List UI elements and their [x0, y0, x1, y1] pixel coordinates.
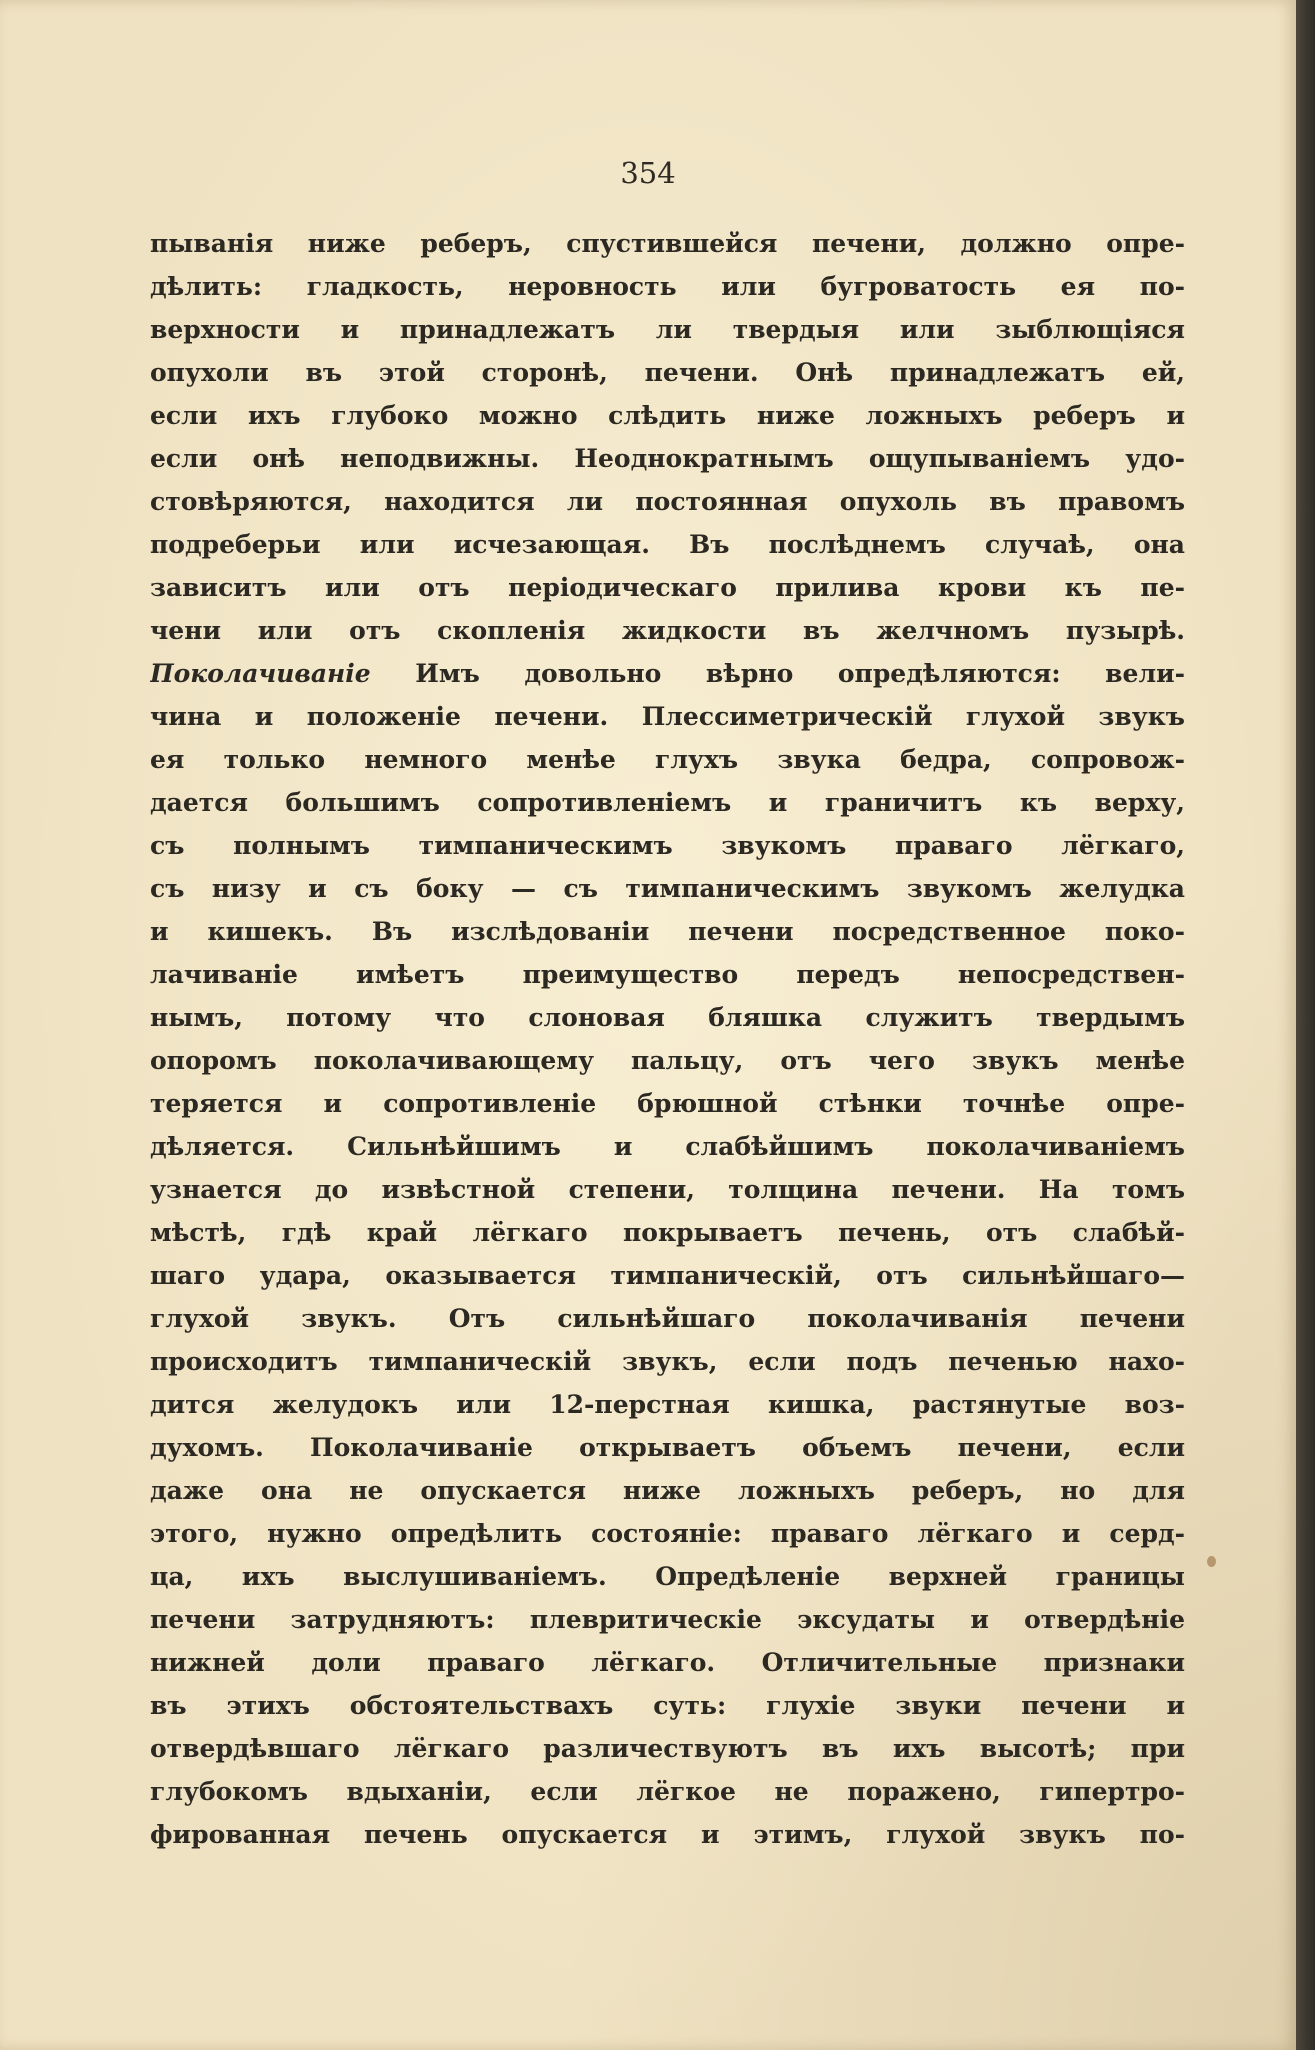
- text-line: и кишекъ. Въ изслѣдованіи печени посредственное поко-: [150, 917, 1185, 946]
- text-line: опухоли въ этой сторонѣ, печени. Онѣ принадлежатъ ей,: [150, 358, 1185, 387]
- text-line-rest: Имъ довольно вѣрно опредѣляются: вели-: [370, 659, 1185, 688]
- text-line: стовѣряются, находится ли постоянная опухоль въ правомъ: [150, 487, 1185, 516]
- italic-term: Поколачиваніе: [150, 659, 371, 688]
- paper-stain: [1207, 1556, 1216, 1567]
- text-line: въ этихъ обстоятельствахъ суть: глухіе звуки печени и: [150, 1691, 1185, 1720]
- text-line: чени или отъ скопленія жидкости въ желчномъ пузырѣ.: [150, 616, 1185, 645]
- text-line: узнается до извѣстной степени, толщина печени. На томъ: [150, 1175, 1185, 1204]
- text-line: пыванія ниже реберъ, спустившейся печени, должно опре-: [150, 229, 1185, 258]
- text-line: подреберьи или исчезающая. Въ послѣднемъ случаѣ, она: [150, 530, 1185, 559]
- text-line: опоромъ поколачивающему пальцу, отъ чего звукъ менѣе: [150, 1046, 1185, 1075]
- text-line: происходитъ тимпаническій звукъ, если подъ печенью нахо-: [150, 1347, 1185, 1376]
- text-line: если онѣ неподвижны. Неоднократнымъ ощупываніемъ удо-: [150, 444, 1185, 473]
- text-line: духомъ. Поколачиваніе открываетъ объемъ печени, если: [150, 1433, 1185, 1462]
- text-line: шаго удара, оказывается тимпаническій, отъ сильнѣйшаго—: [150, 1261, 1185, 1290]
- text-line: отвердѣвшаго лёгкаго различествуютъ въ ихъ высотѣ; при: [150, 1734, 1185, 1763]
- text-line: съ низу и съ боку — съ тимпаническимъ звукомъ желудка: [150, 874, 1185, 903]
- text-line-with-italic-term: [150, 652, 1185, 695]
- text-line: даже она не опускается ниже ложныхъ реберъ, но для: [150, 1476, 1185, 1505]
- body-text: [150, 222, 1185, 1856]
- text-line: нымъ, потому что слоновая бляшка служитъ твердымъ: [150, 1003, 1185, 1032]
- page-edge-shadow: [1296, 0, 1315, 2050]
- text-line: дится желудокъ или 12-перстная кишка, растянутые воз-: [150, 1390, 1185, 1419]
- text-line: этого, нужно опредѣлить состояніе: праваго лёгкаго и серд-: [150, 1519, 1185, 1548]
- text-line: глухой звукъ. Отъ сильнѣйшаго поколачиванія печени: [150, 1304, 1185, 1333]
- text-line: дѣляется. Сильнѣйшимъ и слабѣйшимъ поколачиваніемъ: [150, 1132, 1185, 1161]
- text-line: лачиваніе имѣетъ преимущество передъ непосредствен-: [150, 960, 1185, 989]
- text-line: чина и положеніе печени. Плессиметрическій глухой звукъ: [150, 702, 1185, 731]
- text-line: дѣлить: гладкость, неровность или бугроватость ея по-: [150, 272, 1185, 301]
- text-line: дается большимъ сопротивленіемъ и граничитъ къ верху,: [150, 788, 1185, 817]
- text-line: теряется и сопротивленіе брюшной стѣнки точнѣе опре-: [150, 1089, 1185, 1118]
- text-line: глубокомъ вдыханіи, если лёгкое не поражено, гипертро-: [150, 1777, 1185, 1806]
- text-line: зависитъ или отъ періодическаго прилива крови къ пе-: [150, 573, 1185, 602]
- text-line: верхности и принадлежатъ ли твердыя или зыблющіяся: [150, 315, 1185, 344]
- text-line: печени затрудняютъ: плевритическіе эксудаты и отвердѣніе: [150, 1605, 1185, 1634]
- text-line: ея только немного менѣе глухъ звука бедра, сопровож-: [150, 745, 1185, 774]
- text-line: фированная печень опускается и этимъ, глухой звукъ по-: [150, 1820, 1185, 1849]
- text-line: ца, ихъ выслушиваніемъ. Опредѣленіе верхней границы: [150, 1562, 1185, 1591]
- text-line: мѣстѣ, гдѣ край лёгкаго покрываетъ печень, отъ слабѣй-: [150, 1218, 1185, 1247]
- text-line: если ихъ глубоко можно слѣдить ниже ложныхъ реберъ и: [150, 401, 1185, 430]
- text-line: съ полнымъ тимпаническимъ звукомъ праваго лёгкаго,: [150, 831, 1185, 860]
- text-line: нижней доли праваго лёгкаго. Отличительные признаки: [150, 1648, 1185, 1677]
- page-number: 354: [620, 156, 676, 190]
